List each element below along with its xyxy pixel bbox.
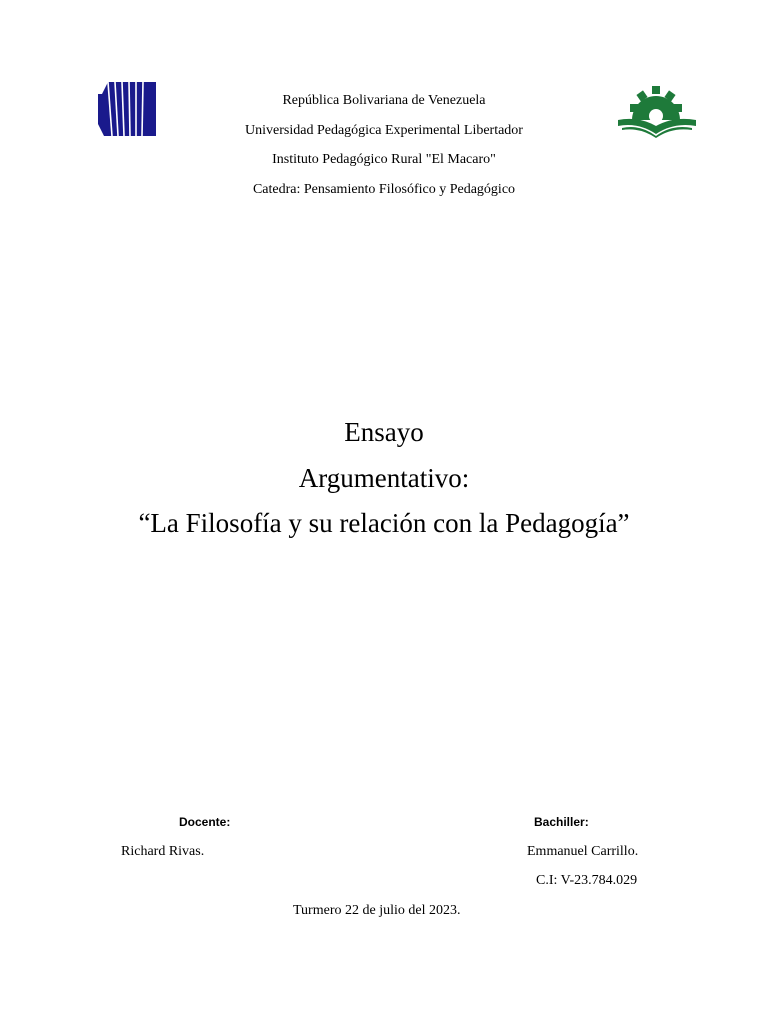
bachiller-id: C.I: V-23.784.029 [536,873,638,888]
header-university: Universidad Pedagógica Experimental Libertador [245,123,523,138]
bachiller-name: Emmanuel Carrillo. [527,844,639,859]
header-republic: República Bolivariana de Venezuela [282,93,486,108]
title-ensayo: Ensayo [344,417,424,447]
docente-label: Docente: [179,815,231,829]
place-date: Turmero 22 de julio del 2023. [293,903,461,918]
header-institute: Instituto Pedagógico Rural "El Macaro" [272,152,496,167]
bachiller-label: Bachiller: [534,815,589,829]
title-topic: “La Filosofía y su relación con la Pedagogía” [138,508,630,538]
docente-name: Richard Rivas. [121,844,205,859]
title-argumentativo: Argumentativo: [298,463,470,493]
header-catedra: Catedra: Pensamiento Filosófico y Pedagógico [252,182,516,197]
